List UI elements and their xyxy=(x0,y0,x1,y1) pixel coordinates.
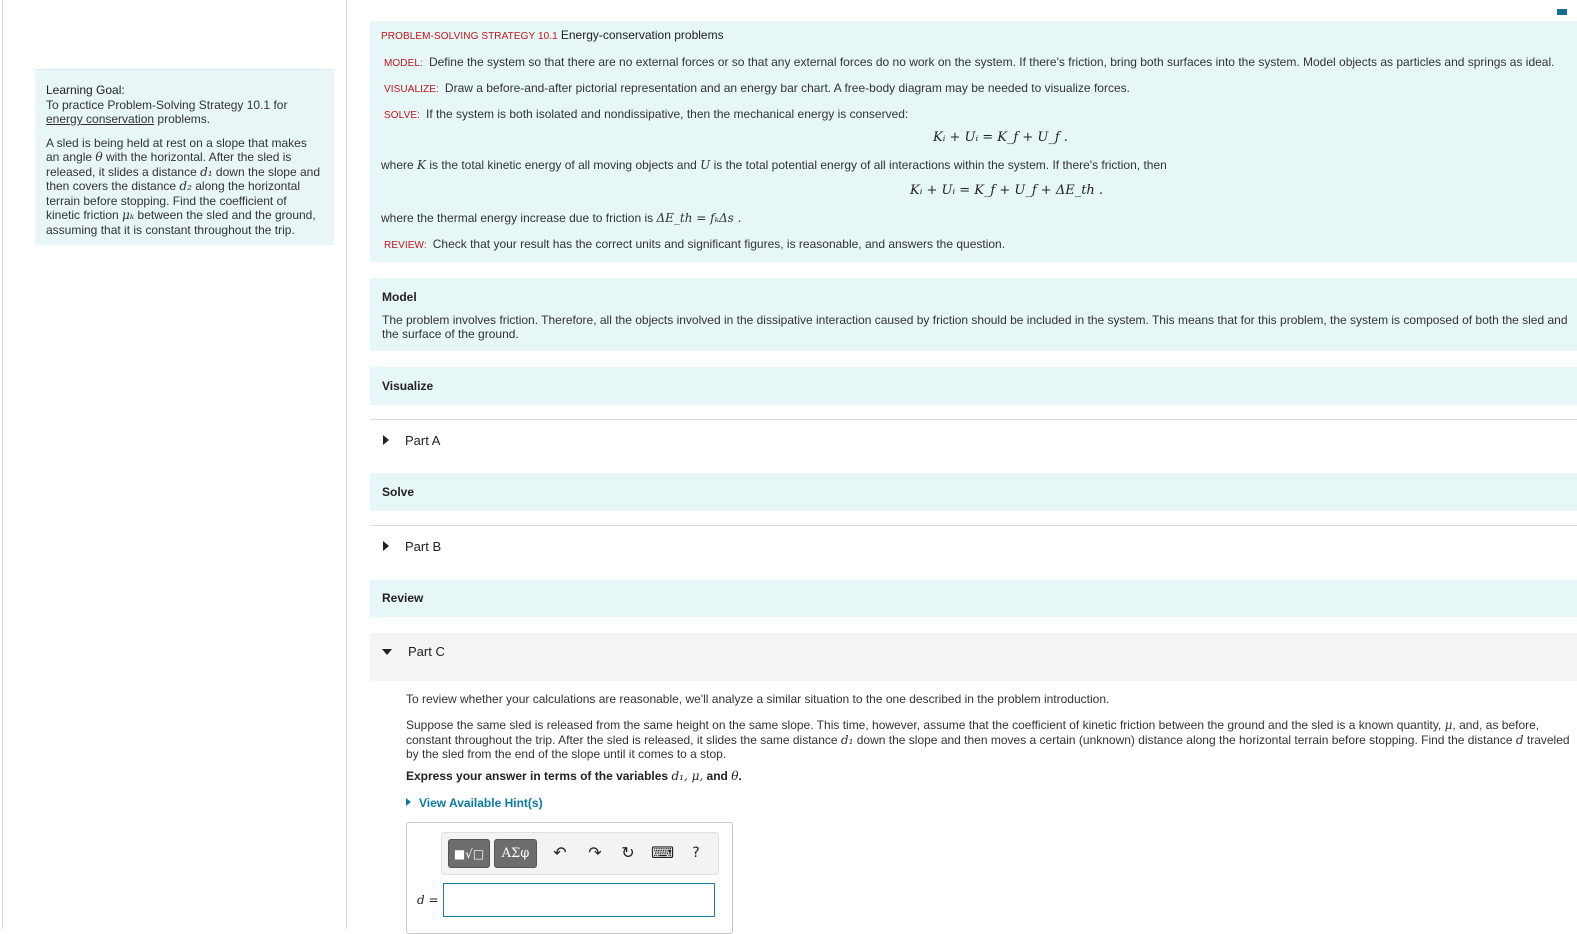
strategy-where-1: where K is the total kinetic energy of all moving objects and U is the total potential energy of all interactions within the system. If there's friction, then xyxy=(381,158,1167,172)
review-section xyxy=(370,580,1577,617)
model-title: Model xyxy=(382,290,417,304)
learning-goal-title: Learning Goal: xyxy=(46,83,125,97)
problem-statement: A sled is being held at rest on a slope that makes an angle θ with the horizontal. After the sled is released, it slides a distance d₁ down the slope and then covers the distance d₂ along the horizontal terrain before stopping. Find the coefficient of kinetic friction μₖ between the sled and the ground, assuming that it is constant throughout the trip. xyxy=(46,135,321,237)
symbols-button[interactable]: ΑΣφ xyxy=(494,839,537,868)
reset-icon[interactable]: ↻ xyxy=(621,843,635,862)
strategy-visualize: VISUALIZE: Draw a before-and-after pictorial representation and an energy bar chart. A free-body diagram may be needed to visualize forces. xyxy=(384,81,1130,95)
strategy-panel xyxy=(370,21,1577,262)
review-title: Review xyxy=(382,591,424,605)
answer-input[interactable] xyxy=(443,883,715,917)
view-hints-link[interactable]: View Available Hint(s) xyxy=(406,796,543,810)
part-a-label: Part A xyxy=(405,433,441,448)
part-b-header[interactable] xyxy=(370,525,1577,565)
part-c-label: Part C xyxy=(408,644,445,659)
templates-button[interactable]: ■√□ xyxy=(448,839,490,868)
caret-right-icon xyxy=(383,435,389,445)
caret-down-icon xyxy=(382,649,392,655)
strategy-review: REVIEW: Check that your result has the correct units and significant figures, is reasonable, and answers the question. xyxy=(384,237,1006,251)
part-c-header[interactable] xyxy=(370,633,1577,681)
model-text: The problem involves friction. Therefore, all the objects involved in the dissipative interaction caused by friction should be included in the system. This means that for this problem, the system is composed of both the sled and the surface of the ground. xyxy=(382,313,1568,341)
energy-equation-2: Kᵢ + Uᵢ = K_f + U_f + ΔE_th . xyxy=(910,183,1104,198)
express-instruction: Express your answer in terms of the variables d₁, μ, and θ. xyxy=(406,769,742,783)
learning-goal-intro: To practice Problem-Solving Strategy 10.1 for xyxy=(46,97,288,112)
redo-icon[interactable]: ↷ xyxy=(588,843,602,862)
part-b-label: Part B xyxy=(405,539,442,554)
strategy-model: MODEL: Define the system so that there are no external forces or so that any external forces do no work on the system. If there's friction, bring both surfaces into the system. Model objects as particles and springs as ideal. xyxy=(384,55,1555,69)
answer-label: d = xyxy=(417,893,439,907)
strategy-where-2: where the thermal energy increase due to friction is ΔE_th = fₖΔs . xyxy=(381,211,742,225)
model-section xyxy=(370,278,1577,351)
part-c-question: Suppose the same sled is released from the same height on the same slope. This time, however, assume that the coefficient of kinetic friction between the ground and the sled is a known quantity, μ, and, as before, constant throughout the trip. After the sled is released, it slides the same distance d₁ down the slope and then moves a certain (unknown) distance along the horizontal terrain before stopping. Find the distance d traveled by the sled from the end of the slope until it comes to a stop. xyxy=(406,718,1570,761)
strategy-heading: PROBLEM-SOLVING STRATEGY 10.1 Energy-conservation problems xyxy=(381,28,724,42)
solve-section xyxy=(370,473,1577,511)
undo-icon[interactable]: ↶ xyxy=(553,843,567,862)
math-toolbar xyxy=(441,832,719,875)
solve-title: Solve xyxy=(382,485,415,499)
energy-equation-1: Kᵢ + Uᵢ = K_f + U_f . xyxy=(933,130,1068,145)
answer-panel xyxy=(406,822,733,934)
part-a-header[interactable] xyxy=(370,419,1577,459)
main-divider xyxy=(346,0,347,929)
corner-indicator xyxy=(1557,9,1567,15)
caret-right-icon xyxy=(406,798,411,806)
sidebar-divider-left xyxy=(2,0,3,929)
learning-goal-intro-end: problems. xyxy=(154,112,211,126)
keyboard-icon[interactable]: ⌨ xyxy=(651,843,675,862)
visualize-section xyxy=(370,367,1577,405)
part-c-intro: To review whether your calculations are reasonable, we'll analyze a similar situation to the one described in the problem introduction. xyxy=(406,692,1110,706)
learning-goal-panel xyxy=(35,69,334,245)
visualize-title: Visualize xyxy=(382,379,434,393)
caret-right-icon xyxy=(383,541,389,551)
energy-conservation-link[interactable]: energy conservation xyxy=(46,112,155,126)
help-button[interactable]: ? xyxy=(692,845,700,861)
strategy-solve: SOLVE: If the system is both isolated and nondissipative, then the mechanical energy is conserved: xyxy=(384,107,909,121)
